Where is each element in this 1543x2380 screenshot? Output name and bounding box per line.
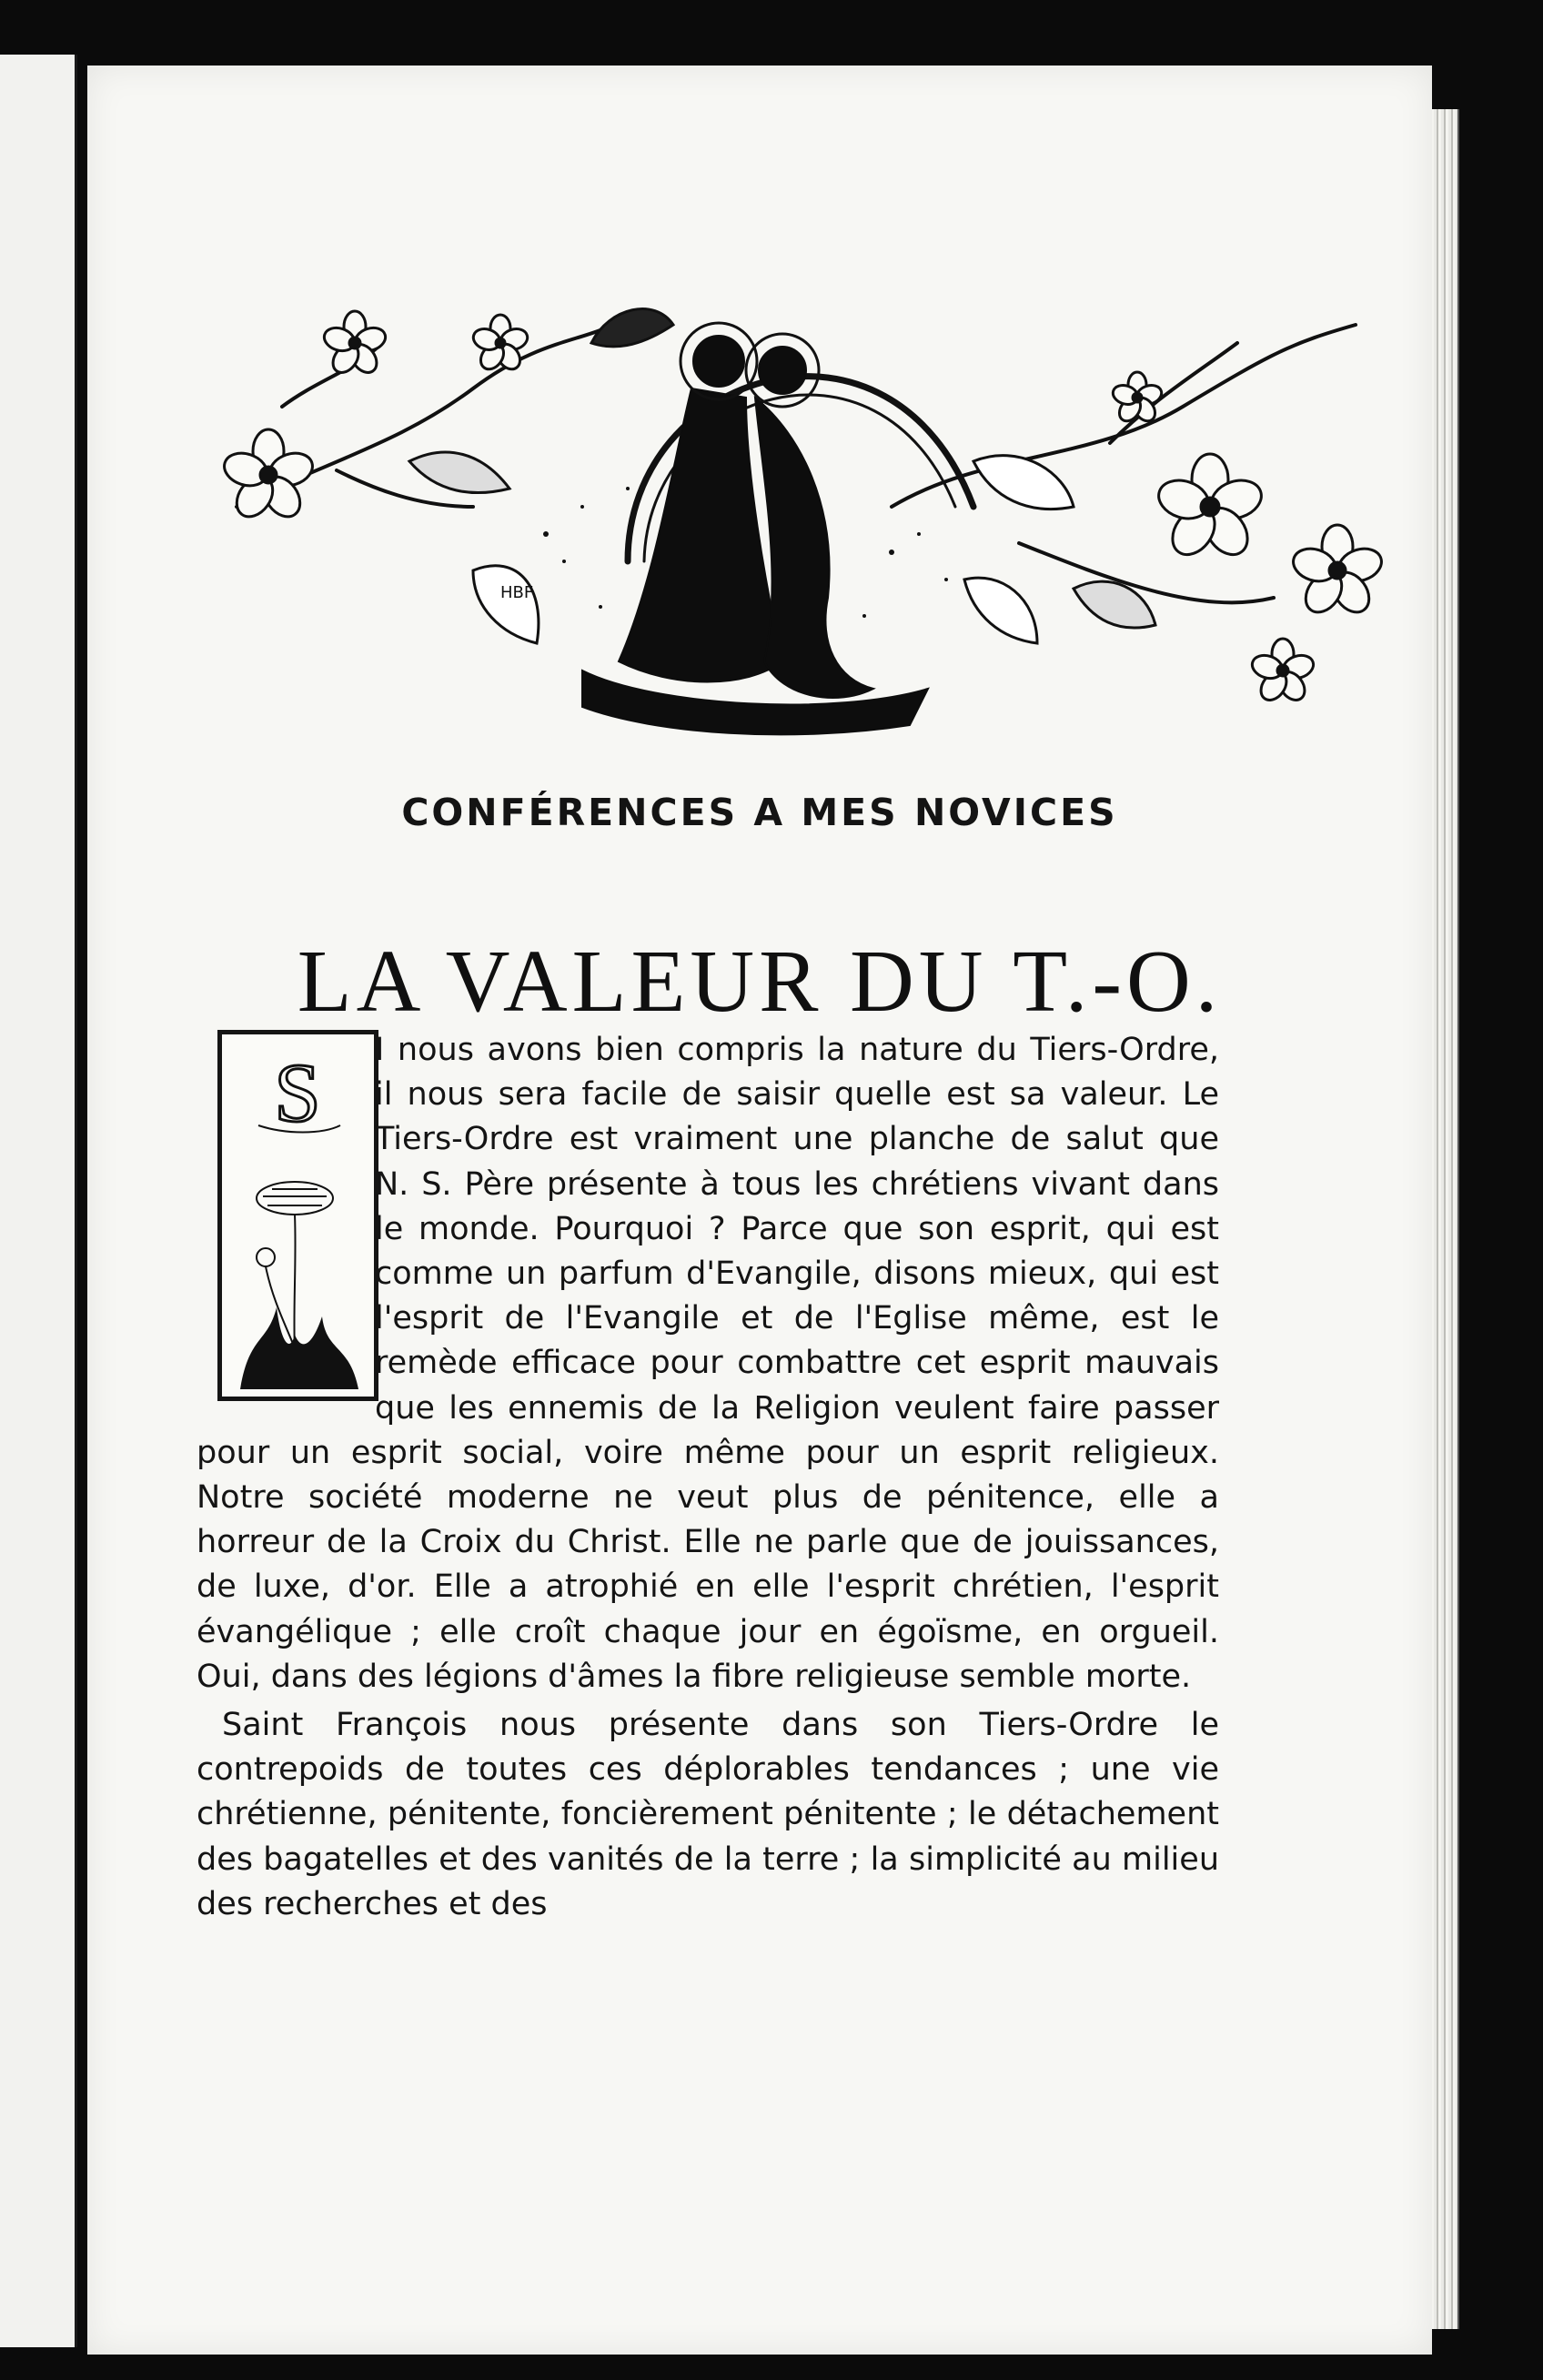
section-subtitle: CONFÉRENCES A MES NOVICES xyxy=(401,791,1118,834)
paragraph-1: I nous avons bien compris la nature du Tiers-Ordre, il nous sera facile de saisir quelle est sa valeur. Le Tiers-Ordre est vraiment une planche de salut que N. S. Père présente à tous les chrétiens vivant dans le monde. Pourquoi ? Parce que son esprit, qui est comme un parfum d'Evangile, disons mieux, qui est l'esprit de l'Evangile et de l'Eglise même, est le remède efficace pour combattre cet esprit mauvais que les ennemis de la Religion veulent faire passer pour un esprit social, voire même pour un esprit religieux. Notre société moderne ne veut plus de pénitence, elle a horreur de la Croix du Christ. Elle ne parle que de jouissances, de luxe, d'or. Elle a atrophié en elle l'esprit chrétien, l'esprit évangélique ; elle croît chaque jour en égoïsme, en orgueil. Oui, dans des légions d'âmes la fibre religieuse semble morte. xyxy=(197,1032,1219,1695)
body-text xyxy=(197,1028,1219,1927)
facing-page-edge xyxy=(0,55,77,2347)
drop-cap-letter: S xyxy=(274,1046,321,1139)
book-page xyxy=(87,66,1432,2355)
paragraph-2: Saint François nous présente dans son Tiers-Ordre le contrepoids de toutes ces déplorables tendances ; une vie chrétienne, pénitente, foncièrement pénitente ; le détachement des bagatelles et des vanités de la terre ; la simplicité au milieu des recherches et des xyxy=(197,1707,1219,1922)
chapter-title: LA VALEUR DU T.-O. xyxy=(297,932,1223,1031)
vignette-initials: HBF xyxy=(500,583,534,602)
saints-embrace-vignette xyxy=(200,234,1383,798)
